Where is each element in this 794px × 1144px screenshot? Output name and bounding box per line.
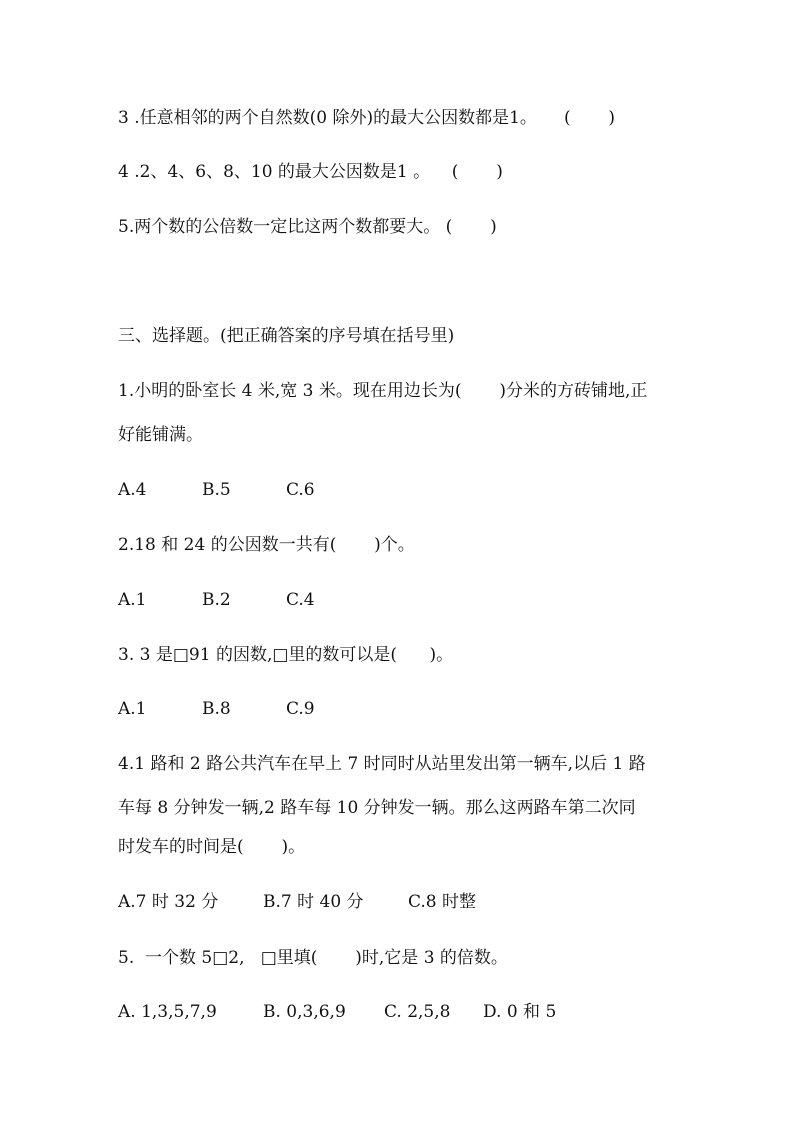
option-b: B.2 [202, 590, 231, 610]
choice-q2-line1: 2.18 和 24 的公因数一共有( )个。 [118, 535, 415, 555]
choice-q4-line3: 时发车的时间是( )。 [118, 837, 306, 857]
option-c: C. 2,5,8 [384, 1002, 451, 1022]
option-a: A. 1,3,5,7,9 [118, 1002, 217, 1022]
option-c: C.4 [286, 590, 315, 610]
section-title: 三、选择题。(把正确答案的序号填在括号里) [118, 326, 455, 346]
choice-q1-line1: 1.小明的卧室长 4 米,宽 3 米。现在用边长为( )分米的方砖铺地,正 [118, 381, 648, 401]
choice-q4-line2: 车每 8 分钟发一辆,2 路车每 10 分钟发一辆。那么这两路车第二次同 [118, 798, 636, 818]
option-c: C.8 时整 [408, 892, 477, 912]
choice-q1-line2: 好能铺满。 [118, 425, 203, 445]
choice-q5-line1: 5. 一个数 5□2, □里填( )时,它是 3 的倍数。 [118, 948, 508, 968]
option-a: A.1 [118, 699, 147, 719]
judgement-q4: 4 .2、4、6、8、10 的最大公因数是1 。 ( ) [118, 162, 503, 182]
option-a: A.1 [118, 590, 147, 610]
choice-q3-line1: 3. 3 是□91 的因数,□里的数可以是( )。 [118, 645, 454, 665]
option-b: B.7 时 40 分 [263, 892, 364, 912]
option-b: B. 0,3,6,9 [263, 1002, 346, 1022]
judgement-q5: 5.两个数的公倍数一定比这两个数都要大。 ( ) [118, 217, 497, 237]
option-c: C.6 [286, 480, 315, 500]
option-a: A.4 [118, 480, 147, 500]
option-d: D. 0 和 5 [483, 1002, 557, 1022]
choice-q5-options [118, 1000, 557, 1144]
option-c: C.9 [286, 699, 315, 719]
option-b: B.5 [202, 480, 231, 500]
judgement-q3: 3 .任意相邻的两个自然数(0 除外)的最大公因数都是1。 ( ) [118, 108, 616, 128]
option-b: B.8 [202, 699, 231, 719]
choice-q4-line1: 4.1 路和 2 路公共汽车在早上 7 时同时从站里发出第一辆车,以后 1 路 [118, 754, 646, 774]
option-a: A.7 时 32 分 [118, 892, 219, 912]
